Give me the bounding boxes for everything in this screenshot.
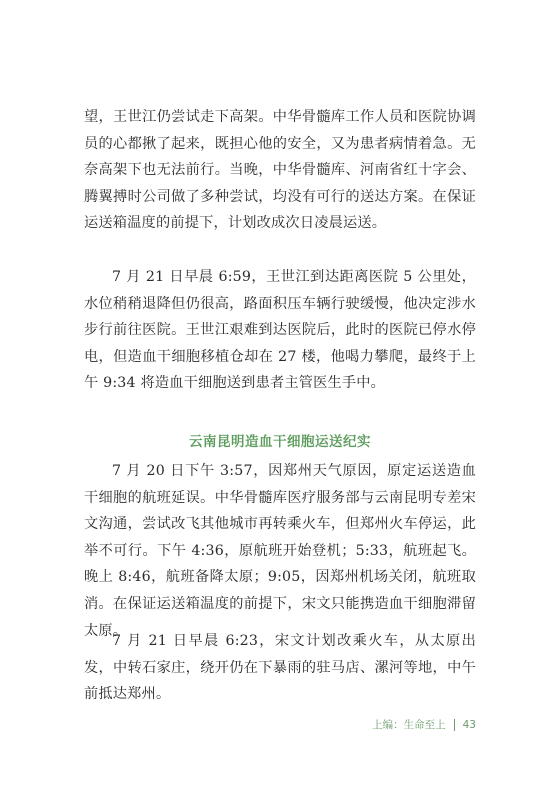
footer-divider [454,719,455,731]
paragraph-train-transfer: 7 月 21 日早晨 6:23，宋文计划改乘火车，从太原出发，中转石家庄，绕开仍在下暴雨的驻马店、漯河等地，中午前抵达郑州。 [84,633,476,703]
page-footer [372,717,476,732]
page-number: 43 [462,718,476,731]
section-title: 云南昆明造血干细胞运送纪实 [189,434,371,450]
paragraph-flight-delay: 7 月 20 日下午 3:57，因郑州天气原因，原定运送造血干细胞的航班延误。中华骨髓库医疗服务部与云南昆明专差宋文沟通，尝试改飞其他城市再转乘火车，但郑州火车停运，此举不可行。下午 4:36，原航班开始登机；5:33，航班起飞。晚上 8:46，航班备降太原；9:05，因郑州机场关闭，航班取消。在保证运送箱温度的前提下，宋文只能携造血干细胞滞留太原。 [84,463,476,639]
paragraph-wang-shijiang-delivery: 7 月 21 日早晨 6:59，王世江到达距离医院 5 公里处，水位稍稍退降但仍很高，路面积压车辆行驶缓慢，他决定涉水步行前往医院。王世江艰难到达医院后，此时的医院已停水停电，但造血干细胞移植仓却在 27 楼，他喝力攀爬，最终于上午 9:34 将造血干细胞送到患者主管医生手中。 [84,269,476,392]
paragraph-continued: 望，王世江仍尝试走下高架。中华骨髓库工作人员和医院协调员的心都揪了起来，既担心他的安全，又为患者病情着急。无奈高架下也无法前行。当晚，中华骨髓库、河南省红十字会、腾翼搏时公司做了多种尝试，均没有可行的送达方案。在保证运送箱温度的前提下，计划改成次日凌晨运送。 [84,109,476,232]
running-header-label: 上编：生命至上 [372,719,446,731]
